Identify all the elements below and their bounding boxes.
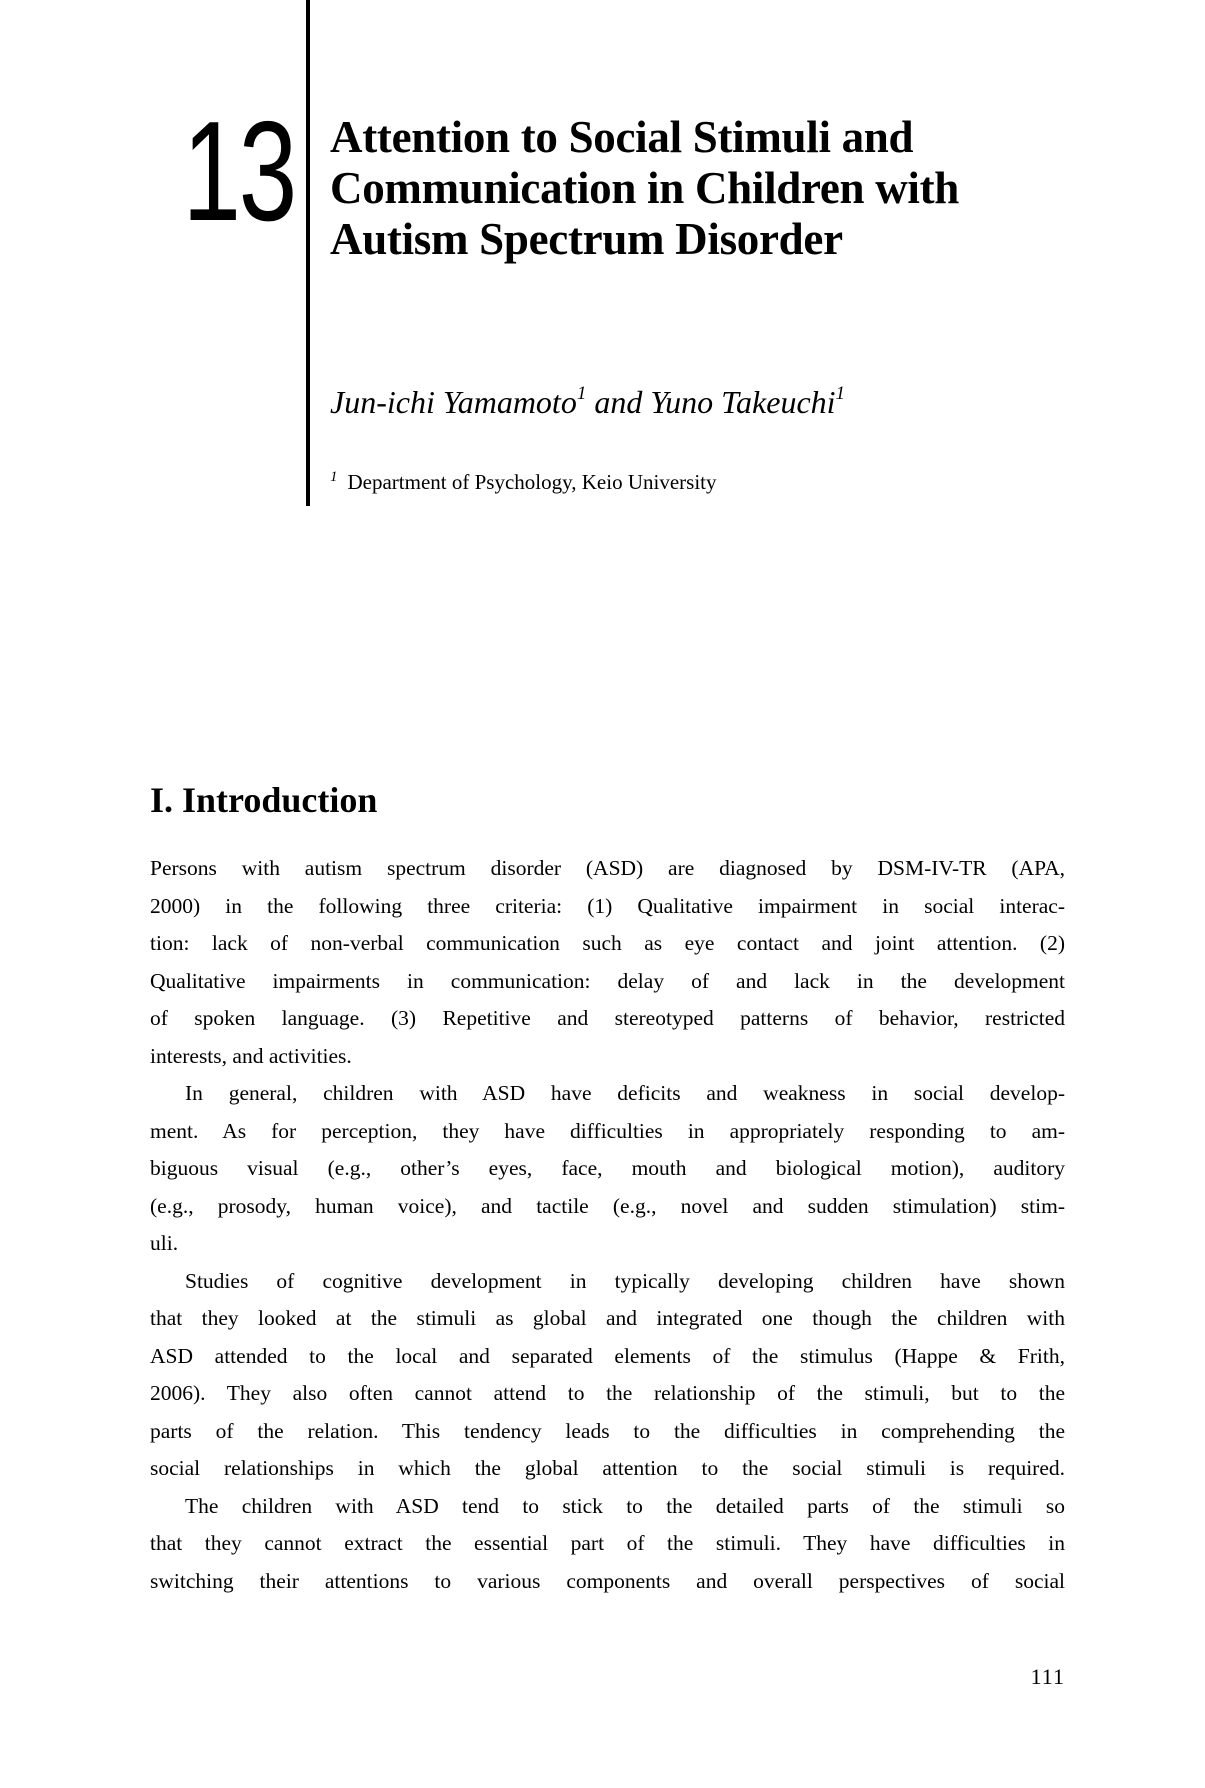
authors-line xyxy=(330,383,846,420)
body-text-line: 2000) in the following three criteria: (1) Qualitative impairment in social interac- xyxy=(150,893,1065,918)
chapter-title-line: Autism Spectrum Disorder xyxy=(330,214,843,264)
chapter-number: 13 xyxy=(182,92,295,251)
body-text-line: Studies of cognitive development in typically developing children have shown xyxy=(185,1268,1065,1293)
body-text-line: ASD attended to the local and separated elements of the stimulus (Happe & Frith, xyxy=(150,1343,1065,1368)
affiliation xyxy=(330,468,717,495)
body-text-line: parts of the relation. This tendency leads to the difficulties in comprehending the xyxy=(150,1418,1065,1443)
body-text-line: The children with ASD tend to stick to the detailed parts of the stimuli so xyxy=(185,1493,1065,1518)
body-text-line: interests, and activities. xyxy=(150,1043,352,1068)
body-text-line: of spoken language. (3) Repetitive and stereotyped patterns of behavior, restricted xyxy=(150,1006,1065,1030)
chapter-title-line: Communication in Children with xyxy=(330,163,960,213)
body-text-line: 2006). They also often cannot attend to the relationship of the stimuli, but to the xyxy=(150,1381,1065,1405)
authors-separator: and xyxy=(586,384,651,420)
body-text-line: ment. As for perception, they have difficulties in appropriately responding to am- xyxy=(150,1118,1065,1143)
affiliation-marker: 1 xyxy=(330,469,338,485)
body-text-line: tion: lack of non-verbal communication such as eye contact and joint attention. (2) xyxy=(150,931,1065,955)
body-text-line: In general, children with ASD have deficits and weakness in social develop- xyxy=(185,1081,1065,1105)
body-text-line: uli. xyxy=(150,1231,179,1255)
body-text-line: Persons with autism spectrum disorder (ASD) are diagnosed by DSM-IV-TR (APA, xyxy=(150,856,1065,880)
author-name-1: Jun-ichi Yamamoto xyxy=(330,384,577,420)
body-text-line: social relationships in which the global attention to the social stimuli is required. xyxy=(150,1456,1065,1480)
chapter-title-line: Attention to Social Stimuli and xyxy=(330,112,914,162)
page-number: 111 xyxy=(1030,1664,1065,1689)
body-text-line: (e.g., prosody, human voice), and tactile (e.g., novel and sudden stimulation) stim- xyxy=(150,1193,1065,1218)
body-text-line: that they cannot extract the essential part of the stimuli. They have difficulties in xyxy=(150,1531,1065,1555)
affiliation-text: Department of Psychology, Keio University xyxy=(347,470,717,494)
body-paragraphs xyxy=(150,850,1065,1600)
chapter-divider-rule xyxy=(306,0,310,506)
body-text-line: biguous visual (e.g., other’s eyes, face, mouth and biological motion), auditory xyxy=(150,1156,1065,1180)
author-name-2: Yuno Takeuchi xyxy=(650,384,836,420)
body-text-line: that they looked at the stimuli as global and integrated one though the children with xyxy=(150,1306,1065,1330)
section-heading-introduction: I. Introduction xyxy=(150,780,378,820)
author-1-superscript: 1 xyxy=(576,383,587,404)
author-2-superscript: 1 xyxy=(835,383,846,404)
chapter-title xyxy=(330,112,1070,265)
body-text-line: switching their attentions to various components and overall perspectives of social xyxy=(150,1568,1065,1593)
body-text-line: Qualitative impairments in communication: delay of and lack in the development xyxy=(150,968,1065,993)
